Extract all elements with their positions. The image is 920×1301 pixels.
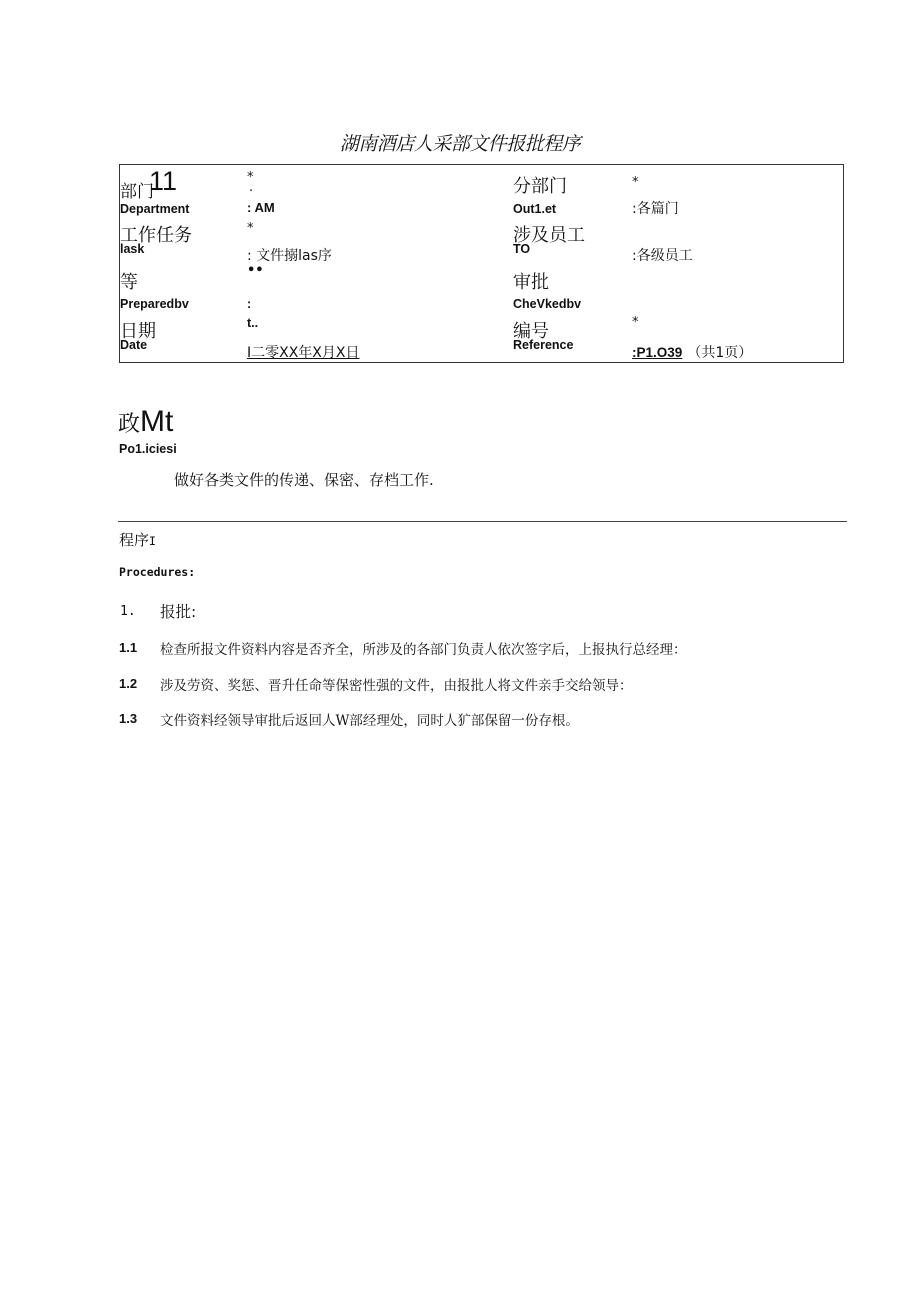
section-1-number: 1. bbox=[120, 604, 136, 619]
reference-pages: （共1页） bbox=[687, 345, 753, 361]
subdepartment-label-en: Out1.et bbox=[513, 202, 557, 216]
policy-text: 做好各类文件的传递、保密、存档工作. bbox=[174, 471, 434, 489]
section-1-label: 报批: bbox=[160, 603, 197, 621]
task-value: : 文件搦las序 bbox=[247, 248, 332, 264]
subdepartment-label-cn: 分部门 bbox=[513, 176, 567, 197]
subdepartment-mark: * bbox=[632, 175, 639, 190]
procedure-item-number: 1.2 bbox=[119, 676, 138, 691]
subdepartment-value: :各篇门 bbox=[632, 201, 679, 217]
procedures-label-en: Procedures: bbox=[119, 565, 196, 579]
prepared-value: : bbox=[247, 297, 252, 311]
policy-title bbox=[118, 405, 173, 439]
policy-label-en: Po1.iciesi bbox=[119, 442, 177, 456]
prepared-label-cn: 等 bbox=[120, 272, 138, 293]
date-mark: t.. bbox=[247, 316, 259, 330]
procedure-item-number: 1.1 bbox=[119, 640, 138, 655]
task-label-cn: 工作任务 bbox=[120, 225, 192, 246]
checked-label-en: CheVkedbv bbox=[513, 297, 582, 311]
policy-title-cn: 政 bbox=[118, 412, 141, 437]
procedure-item-number: 1.3 bbox=[119, 711, 138, 726]
checked-label-cn: 审批 bbox=[513, 272, 549, 293]
reference-code: :P1.O39 bbox=[632, 345, 683, 360]
reference-value bbox=[632, 342, 752, 362]
date-value: I二零XX年X月X日 bbox=[247, 345, 360, 361]
prepared-label-en: Preparedbv bbox=[120, 297, 189, 311]
procedure-item-text: 文件资料经领导审批后返回人W部经理处，同时人犷部保留一份存根。 bbox=[160, 713, 579, 729]
department-label-cn: 部门 bbox=[120, 182, 154, 202]
department-dot: · bbox=[249, 184, 254, 199]
prepared-dots: •• bbox=[247, 263, 264, 278]
involved-staff-label-cn: 涉及员工 bbox=[513, 225, 585, 246]
procedures-title-cn: 程序 bbox=[119, 531, 150, 549]
task-mark: * bbox=[247, 221, 254, 236]
procedure-item-text: 涉及劳资、奖惩、晋升任命等保密性强的文件，由报批人将文件亲手交给领导： bbox=[160, 678, 633, 694]
procedure-item-text: 检查所报文件资料内容是否齐全，所涉及的各部门负责人依次签字后，上报执行总经理： bbox=[160, 642, 687, 658]
reference-mark: * bbox=[632, 315, 639, 330]
policy-title-mt: Mt bbox=[140, 405, 174, 438]
document-title: 湖南酒店人采部文件报批程序 bbox=[339, 133, 581, 155]
reference-label-en: Reference bbox=[513, 338, 574, 352]
header-info-table bbox=[119, 164, 844, 363]
department-mark: * bbox=[247, 170, 254, 185]
involved-staff-label-en: TO bbox=[513, 242, 531, 256]
task-label-en: lask bbox=[120, 242, 145, 256]
department-number: 11 bbox=[149, 166, 178, 196]
date-label-en: Date bbox=[120, 338, 148, 352]
section-divider bbox=[118, 521, 847, 522]
reference-label-cn: 编号 bbox=[513, 321, 549, 342]
date-label-cn: 日期 bbox=[120, 321, 156, 342]
involved-staff-value: :各级员工 bbox=[632, 248, 693, 264]
department-value: : AM bbox=[247, 200, 275, 215]
procedures-title-mark: I bbox=[149, 534, 156, 548]
department-label-en: Department bbox=[120, 202, 190, 216]
procedures-title bbox=[119, 529, 156, 550]
